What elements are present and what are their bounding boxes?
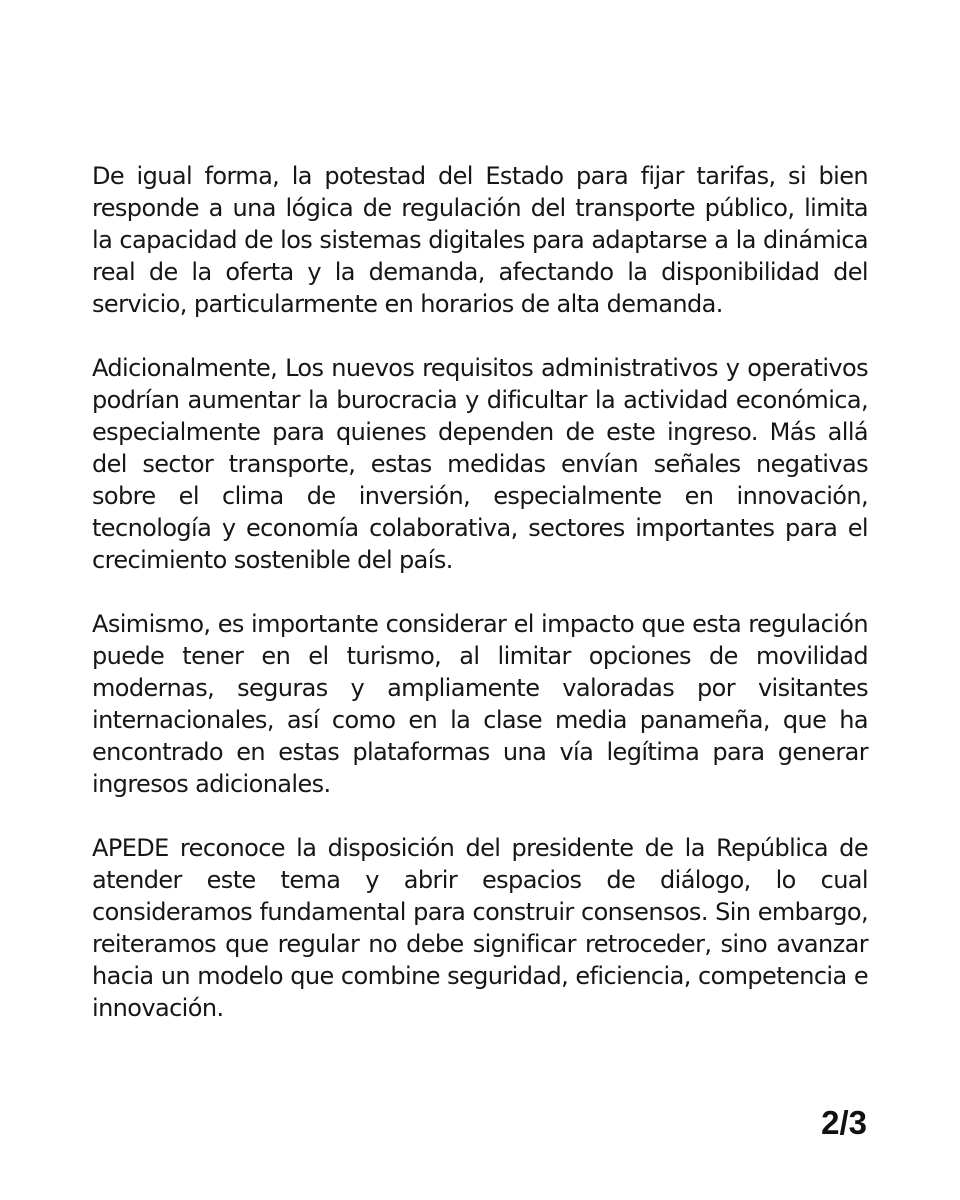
paragraph-requisitos: Adicionalmente, Los nuevos requisitos administrativos y operativos podrían aumentar la burocracia y dificultar la actividad económica, especialmente para quienes dependen de este ingreso. Más allá del sector transporte, estas medidas envían señales negativas sobre el clima de inversión, especialmente en innovación, tecnología y economía colaborativa, sectores importantes para el crecimiento sostenible del país. <box>92 354 868 574</box>
paragraph-turismo: Asimismo, es importante considerar el impacto que esta regulación puede tener en el turismo, al limitar opciones de movilidad modernas, seguras y ampliamente valoradas por visitantes internacionales, así como en la clase media panameña, que ha encontrado en estas plataformas una vía legítima para generar ingresos adicionales. <box>92 610 868 798</box>
document-body <box>92 160 868 1056</box>
paragraph-tarifas: De igual forma, la potestad del Estado para fijar tarifas, si bien responde a una lógica de regulación del transporte público, limita la capacidad de los sistemas digitales para adaptarse a la dinámica real de la oferta y la demanda, afectando la disponibilidad del servicio, particularmente en horarios de alta demanda. <box>92 162 868 318</box>
page-number: 2/3 <box>821 1104 867 1141</box>
paragraph-apede: APEDE reconoce la disposición del presidente de la República de atender este tema y abrir espacios de diálogo, lo cual consideramos fundamental para construir consensos. Sin embargo, reiteramos que regular no debe significar retroceder, sino avanzar hacia un modelo que combine seguridad, eficiencia, competencia e innovación. <box>92 834 868 1022</box>
